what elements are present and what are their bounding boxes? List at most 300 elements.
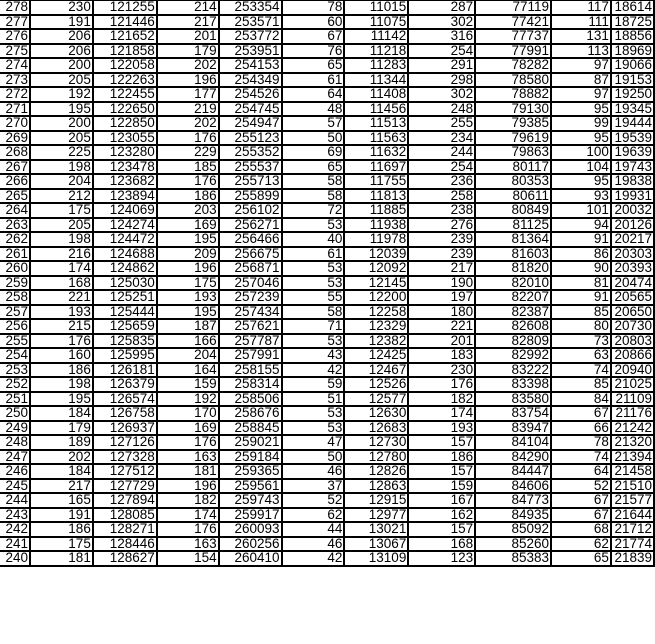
table-cell: 255713	[219, 174, 282, 189]
table-cell: 168	[30, 276, 93, 291]
table-cell: 85260	[475, 537, 551, 552]
table-cell: 179	[30, 421, 93, 436]
table-cell: 58	[282, 174, 345, 189]
table-cell: 81	[551, 276, 611, 291]
table-cell: 11142	[344, 29, 408, 44]
table-row	[0, 261, 654, 276]
table-cell: 205	[30, 131, 93, 146]
table-cell: 65	[282, 160, 345, 175]
table-cell: 266	[0, 174, 30, 189]
table-cell: 217	[30, 479, 93, 494]
table-cell: 248	[408, 102, 475, 117]
table-cell: 42	[282, 551, 345, 566]
table-cell: 260093	[219, 522, 282, 537]
table-cell: 249	[0, 421, 30, 436]
table-cell: 225	[30, 145, 93, 160]
table-cell: 20565	[611, 290, 654, 305]
table-cell: 81364	[475, 232, 551, 247]
table-cell: 122455	[93, 87, 157, 102]
table-row	[0, 421, 654, 436]
table-cell: 83754	[475, 406, 551, 421]
table-cell: 113	[551, 44, 611, 59]
table-cell: 157	[408, 522, 475, 537]
table-cell: 255352	[219, 145, 282, 160]
table-cell: 82010	[475, 276, 551, 291]
table-cell: 95	[551, 174, 611, 189]
table-row	[0, 508, 654, 523]
table-cell: 230	[30, 0, 93, 15]
table-cell: 182	[408, 392, 475, 407]
table-cell: 186	[408, 450, 475, 465]
table-cell: 12863	[344, 479, 408, 494]
table-cell: 20474	[611, 276, 654, 291]
table-row	[0, 145, 654, 160]
table-cell: 91	[551, 290, 611, 305]
table-cell: 205	[30, 218, 93, 233]
table-cell: 186	[30, 522, 93, 537]
table-cell: 21577	[611, 493, 654, 508]
table-cell: 62	[282, 508, 345, 523]
table-cell: 206	[30, 44, 93, 59]
table-cell: 170	[157, 406, 219, 421]
table-cell: 48	[282, 102, 345, 117]
table-cell: 257046	[219, 276, 282, 291]
table-cell: 128446	[93, 537, 157, 552]
table-cell: 250	[0, 406, 30, 421]
table-cell: 259	[0, 276, 30, 291]
table-cell: 87	[551, 73, 611, 88]
table-cell: 68	[551, 522, 611, 537]
table-row	[0, 522, 654, 537]
table-cell: 11632	[344, 145, 408, 160]
table-cell: 47	[282, 435, 345, 450]
table-cell: 11456	[344, 102, 408, 117]
table-cell: 221	[30, 290, 93, 305]
table-cell: 229	[157, 145, 219, 160]
table-cell: 254349	[219, 73, 282, 88]
table-cell: 217	[157, 15, 219, 30]
table-cell: 275	[0, 44, 30, 59]
table-cell: 255	[408, 116, 475, 131]
table-cell: 121255	[93, 0, 157, 15]
table-cell: 165	[30, 493, 93, 508]
table-cell: 101	[551, 203, 611, 218]
table-cell: 122650	[93, 102, 157, 117]
table-row	[0, 44, 654, 59]
table-cell: 21025	[611, 377, 654, 392]
table-cell: 11408	[344, 87, 408, 102]
table-cell: 160	[30, 348, 93, 363]
table-cell: 159	[157, 377, 219, 392]
table-cell: 58	[282, 189, 345, 204]
table-cell: 91	[551, 232, 611, 247]
table-row	[0, 218, 654, 233]
table-cell: 11015	[344, 0, 408, 15]
table-row	[0, 406, 654, 421]
table-cell: 123478	[93, 160, 157, 175]
table-cell: 84606	[475, 479, 551, 494]
table-cell: 104	[551, 160, 611, 175]
table-cell: 19639	[611, 145, 654, 160]
table-cell: 20303	[611, 247, 654, 262]
table-cell: 127729	[93, 479, 157, 494]
table-cell: 20650	[611, 305, 654, 320]
table-cell: 206	[30, 29, 93, 44]
table-cell: 20730	[611, 319, 654, 334]
table-cell: 177	[157, 87, 219, 102]
table-cell: 182	[157, 493, 219, 508]
table-cell: 122263	[93, 73, 157, 88]
table-cell: 126574	[93, 392, 157, 407]
table-cell: 253951	[219, 44, 282, 59]
table-cell: 254947	[219, 116, 282, 131]
table-cell: 67	[282, 29, 345, 44]
table-cell: 44	[282, 522, 345, 537]
table-cell: 11938	[344, 218, 408, 233]
table-cell: 12467	[344, 363, 408, 378]
table-cell: 256871	[219, 261, 282, 276]
table-cell: 12258	[344, 305, 408, 320]
table-row	[0, 363, 654, 378]
table-cell: 85	[551, 305, 611, 320]
table-cell: 71	[282, 319, 345, 334]
table-cell: 97	[551, 87, 611, 102]
table-cell: 19066	[611, 58, 654, 73]
table-cell: 21394	[611, 450, 654, 465]
table-cell: 19250	[611, 87, 654, 102]
table-cell: 276	[0, 29, 30, 44]
table-cell: 53	[282, 218, 345, 233]
table-cell: 191	[30, 508, 93, 523]
table-cell: 83222	[475, 363, 551, 378]
table-cell: 254	[408, 160, 475, 175]
table-cell: 125995	[93, 348, 157, 363]
table-cell: 20217	[611, 232, 654, 247]
table-cell: 244	[408, 145, 475, 160]
table-cell: 195	[157, 232, 219, 247]
table-cell: 125835	[93, 334, 157, 349]
table-cell: 83947	[475, 421, 551, 436]
table-cell: 11283	[344, 58, 408, 73]
table-row	[0, 160, 654, 175]
table-cell: 254	[408, 44, 475, 59]
table-cell: 185	[157, 160, 219, 175]
table-cell: 80	[551, 319, 611, 334]
table-cell: 268	[0, 145, 30, 160]
table-cell: 99	[551, 116, 611, 131]
table-row	[0, 116, 654, 131]
table-cell: 187	[157, 319, 219, 334]
table-cell: 74	[551, 450, 611, 465]
table-cell: 60	[282, 15, 345, 30]
table-cell: 157	[408, 435, 475, 450]
table-cell: 78882	[475, 87, 551, 102]
table-cell: 19444	[611, 116, 654, 131]
table-cell: 260	[0, 261, 30, 276]
table-cell: 186	[30, 363, 93, 378]
table-row	[0, 479, 654, 494]
table-cell: 175	[30, 537, 93, 552]
table-cell: 256675	[219, 247, 282, 262]
table-cell: 65	[282, 58, 345, 73]
table-cell: 85	[551, 377, 611, 392]
table-cell: 260410	[219, 551, 282, 566]
table-row	[0, 435, 654, 450]
table-cell: 20940	[611, 363, 654, 378]
table-cell: 20032	[611, 203, 654, 218]
table-cell: 257787	[219, 334, 282, 349]
table-cell: 267	[0, 160, 30, 175]
table-cell: 183	[408, 348, 475, 363]
table-cell: 82207	[475, 290, 551, 305]
table-cell: 43	[282, 348, 345, 363]
table-cell: 18614	[611, 0, 654, 15]
table-cell: 259561	[219, 479, 282, 494]
table-cell: 209	[157, 247, 219, 262]
table-cell: 258676	[219, 406, 282, 421]
table-cell: 287	[408, 0, 475, 15]
table-cell: 270	[0, 116, 30, 131]
table-cell: 84	[551, 392, 611, 407]
table-cell: 11075	[344, 15, 408, 30]
table-cell: 85092	[475, 522, 551, 537]
table-cell: 37	[282, 479, 345, 494]
table-cell: 124862	[93, 261, 157, 276]
table-cell: 195	[30, 102, 93, 117]
table-cell: 77737	[475, 29, 551, 44]
table-cell: 278	[0, 0, 30, 15]
table-cell: 46	[282, 537, 345, 552]
table-cell: 195	[30, 392, 93, 407]
table-cell: 12329	[344, 319, 408, 334]
table-cell: 259917	[219, 508, 282, 523]
table-cell: 174	[30, 261, 93, 276]
table-cell: 79385	[475, 116, 551, 131]
table-cell: 11697	[344, 160, 408, 175]
table-cell: 204	[30, 174, 93, 189]
table-cell: 276	[408, 218, 475, 233]
table-cell: 239	[408, 232, 475, 247]
table-cell: 84104	[475, 435, 551, 450]
table-cell: 258155	[219, 363, 282, 378]
table-cell: 12730	[344, 435, 408, 450]
table-cell: 244	[0, 493, 30, 508]
table-cell: 169	[157, 218, 219, 233]
table-cell: 205	[30, 73, 93, 88]
table-cell: 11755	[344, 174, 408, 189]
table-cell: 167	[408, 493, 475, 508]
table-cell: 198	[30, 377, 93, 392]
table-cell: 193	[408, 421, 475, 436]
table-cell: 176	[157, 131, 219, 146]
table-cell: 111	[551, 15, 611, 30]
table-cell: 256466	[219, 232, 282, 247]
table-cell: 247	[0, 450, 30, 465]
table-cell: 19539	[611, 131, 654, 146]
table-row	[0, 58, 654, 73]
table-cell: 196	[157, 73, 219, 88]
table-cell: 260256	[219, 537, 282, 552]
table-cell: 221	[408, 319, 475, 334]
table-cell: 84935	[475, 508, 551, 523]
table-cell: 12200	[344, 290, 408, 305]
table-row	[0, 102, 654, 117]
table-cell: 84773	[475, 493, 551, 508]
table-cell: 73	[551, 334, 611, 349]
table-cell: 198	[30, 232, 93, 247]
table-cell: 126379	[93, 377, 157, 392]
table-cell: 122058	[93, 58, 157, 73]
table-cell: 236	[408, 174, 475, 189]
table-cell: 258	[408, 189, 475, 204]
table-cell: 189	[30, 435, 93, 450]
table-cell: 262	[0, 232, 30, 247]
table-cell: 83398	[475, 377, 551, 392]
table-cell: 12526	[344, 377, 408, 392]
table-cell: 67	[551, 406, 611, 421]
table-cell: 264	[0, 203, 30, 218]
table-cell: 184	[30, 406, 93, 421]
table-cell: 212	[30, 189, 93, 204]
table-cell: 254526	[219, 87, 282, 102]
table-cell: 21458	[611, 464, 654, 479]
table-cell: 11813	[344, 189, 408, 204]
table-cell: 19838	[611, 174, 654, 189]
table-cell: 269	[0, 131, 30, 146]
table-cell: 126758	[93, 406, 157, 421]
table-cell: 255537	[219, 160, 282, 175]
table-cell: 20803	[611, 334, 654, 349]
table-cell: 21774	[611, 537, 654, 552]
table-cell: 176	[157, 522, 219, 537]
table-cell: 61	[282, 73, 345, 88]
table-cell: 201	[408, 334, 475, 349]
table-cell: 253	[0, 363, 30, 378]
table-cell: 82992	[475, 348, 551, 363]
table-cell: 124274	[93, 218, 157, 233]
table-cell: 69	[282, 145, 345, 160]
table-cell: 77991	[475, 44, 551, 59]
table-cell: 316	[408, 29, 475, 44]
table-cell: 181	[30, 551, 93, 566]
table-cell: 78282	[475, 58, 551, 73]
table-row	[0, 0, 654, 15]
table-cell: 13021	[344, 522, 408, 537]
table-cell: 164	[157, 363, 219, 378]
table-cell: 12577	[344, 392, 408, 407]
table-cell: 123682	[93, 174, 157, 189]
table-cell: 21644	[611, 508, 654, 523]
table-cell: 255899	[219, 189, 282, 204]
table-cell: 21712	[611, 522, 654, 537]
table-cell: 163	[157, 450, 219, 465]
table-cell: 175	[157, 276, 219, 291]
table-cell: 191	[30, 15, 93, 30]
table-cell: 81820	[475, 261, 551, 276]
table-cell: 93	[551, 189, 611, 204]
table-cell: 55	[282, 290, 345, 305]
table-cell: 193	[30, 305, 93, 320]
table-cell: 192	[30, 87, 93, 102]
table-cell: 253354	[219, 0, 282, 15]
table-cell: 11344	[344, 73, 408, 88]
table-cell: 19153	[611, 73, 654, 88]
table-cell: 80849	[475, 203, 551, 218]
table-cell: 79619	[475, 131, 551, 146]
table-row	[0, 348, 654, 363]
table-cell: 240	[0, 551, 30, 566]
table-cell: 239	[408, 247, 475, 262]
table-cell: 52	[282, 493, 345, 508]
table-cell: 76	[282, 44, 345, 59]
table-row	[0, 392, 654, 407]
table-cell: 79130	[475, 102, 551, 117]
table-cell: 11978	[344, 232, 408, 247]
table-cell: 18725	[611, 15, 654, 30]
table-row	[0, 493, 654, 508]
table-cell: 63	[551, 348, 611, 363]
table-cell: 124688	[93, 247, 157, 262]
table-cell: 257621	[219, 319, 282, 334]
table-cell: 184	[30, 464, 93, 479]
table-cell: 257	[0, 305, 30, 320]
table-cell: 265	[0, 189, 30, 204]
table-cell: 19743	[611, 160, 654, 175]
table-cell: 176	[157, 435, 219, 450]
table-cell: 291	[408, 58, 475, 73]
table-cell: 65	[551, 551, 611, 566]
table-cell: 80353	[475, 174, 551, 189]
table-row	[0, 319, 654, 334]
table-cell: 95	[551, 131, 611, 146]
table-cell: 258	[0, 290, 30, 305]
table-cell: 20866	[611, 348, 654, 363]
table-cell: 19931	[611, 189, 654, 204]
table-cell: 61	[282, 247, 345, 262]
table-cell: 128085	[93, 508, 157, 523]
table-cell: 53	[282, 421, 345, 436]
table-cell: 80611	[475, 189, 551, 204]
table-cell: 127328	[93, 450, 157, 465]
table-cell: 245	[0, 479, 30, 494]
table-cell: 176	[408, 377, 475, 392]
table-row	[0, 537, 654, 552]
table-cell: 256271	[219, 218, 282, 233]
table-cell: 58	[282, 305, 345, 320]
table-cell: 124069	[93, 203, 157, 218]
table-cell: 214	[157, 0, 219, 15]
table-cell: 82608	[475, 319, 551, 334]
table-cell: 125251	[93, 290, 157, 305]
table-cell: 50	[282, 450, 345, 465]
table-cell: 201	[157, 29, 219, 44]
table-cell: 12092	[344, 261, 408, 276]
table-cell: 258314	[219, 377, 282, 392]
table-cell: 11218	[344, 44, 408, 59]
table-cell: 12780	[344, 450, 408, 465]
table-cell: 257434	[219, 305, 282, 320]
table-cell: 19345	[611, 102, 654, 117]
table-cell: 258845	[219, 421, 282, 436]
table-cell: 176	[157, 174, 219, 189]
table-cell: 50	[282, 131, 345, 146]
table-cell: 81125	[475, 218, 551, 233]
table-row	[0, 73, 654, 88]
table-cell: 255123	[219, 131, 282, 146]
table-cell: 53	[282, 276, 345, 291]
table-cell: 82809	[475, 334, 551, 349]
table-cell: 128627	[93, 551, 157, 566]
